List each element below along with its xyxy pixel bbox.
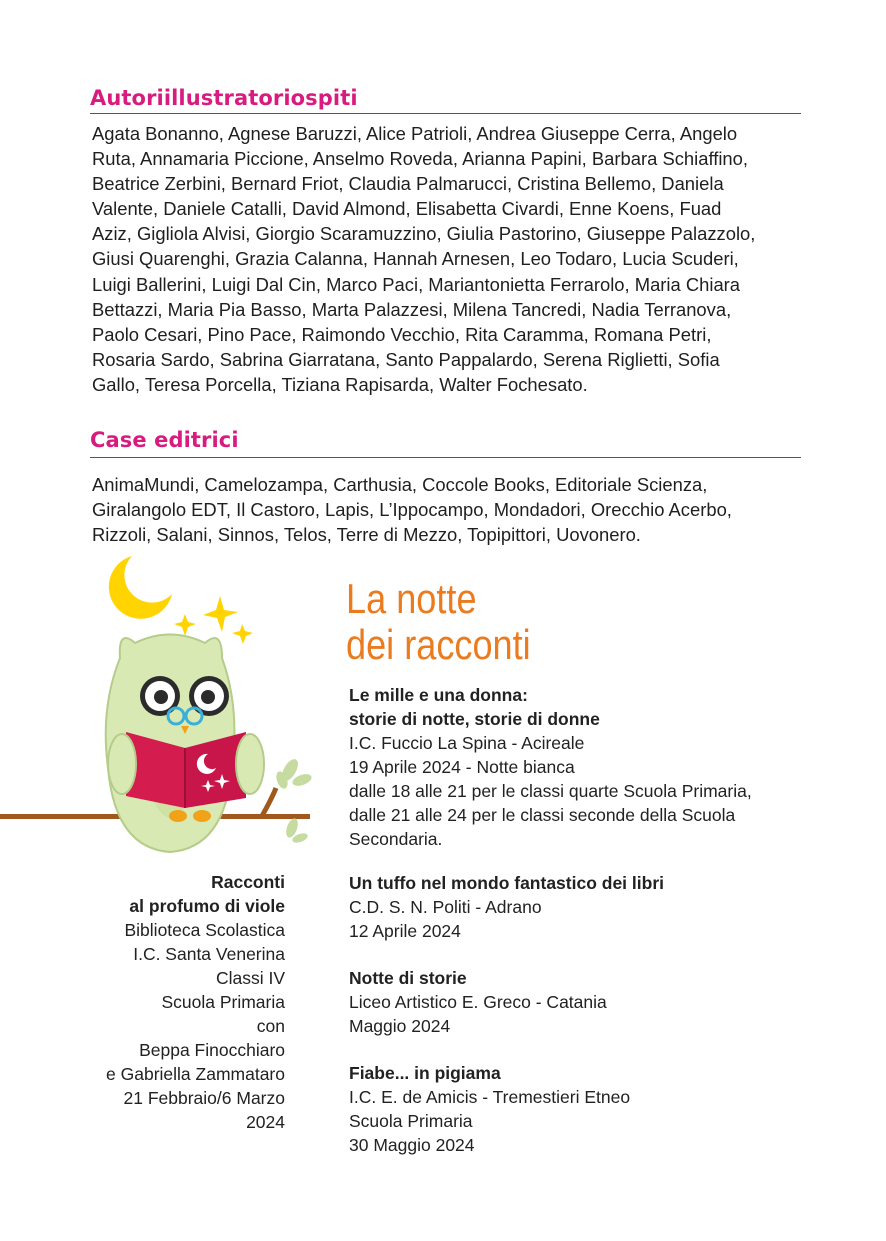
event-title: Notte di storie	[349, 968, 467, 988]
authors-line: Beatrice Zerbini, Bernard Friot, Claudia Palmarucci, Cristina Bellemo, Daniela	[92, 173, 724, 195]
event-detail: 19 Aprile 2024 - Notte bianca	[349, 757, 575, 777]
authors-line: Giusi Quarenghi, Grazia Calanna, Hannah Arnesen, Leo Todaro, Lucia Scuderi,	[92, 248, 739, 270]
event-detail: dalle 18 alle 21 per le classi quarte Scuola Primaria,	[349, 781, 752, 801]
event-item	[349, 966, 607, 1038]
authors-line: Bettazzi, Maria Pia Basso, Marta Palazzesi, Milena Tancredi, Nadia Terranova,	[92, 298, 732, 320]
page-title-line: La notte	[346, 575, 477, 622]
event-title: Un tuffo nel mondo fantastico dei libri	[349, 873, 664, 893]
event-detail: Scuola Primaria	[349, 1111, 473, 1131]
publishers-line: AnimaMundi, Camelozampa, Carthusia, Coccole Books, Editoriale Scienza,	[92, 474, 708, 495]
event-detail: Beppa Finocchiaro	[139, 1040, 285, 1060]
moon-icon	[109, 556, 172, 619]
publishers-line: Giralangolo EDT, Il Castoro, Lapis, L’Ippocampo, Mondadori, Orecchio Acerbo,	[92, 499, 732, 521]
event-detail: Classi IV	[215, 968, 285, 988]
event-detail: I.C. Santa Venerina	[133, 944, 285, 964]
page-title-line: dei racconti	[346, 621, 531, 668]
event-detail: con	[256, 1016, 285, 1036]
publishers-line: Rizzoli, Salani, Sinnos, Telos, Terre di Mezzo, Topipittori, Uovonero.	[92, 524, 641, 546]
authors-line: Aziz, Gigliola Alvisi, Giorgio Scaramuzzino, Giulia Pastorino, Giuseppe Palazzolo,	[92, 223, 756, 245]
event-detail: Liceo Artistico E. Greco - Catania	[349, 992, 607, 1012]
authors-section-title: Autoriillustratoriospiti	[90, 86, 358, 110]
event-item	[349, 871, 664, 943]
authors-line: Luigi Ballerini, Luigi Dal Cin, Marco Paci, Mariantonietta Ferrarolo, Maria Chiara	[92, 273, 741, 295]
authors-line: Valente, Daniele Catalli, David Almond, Elisabetta Civardi, Enne Koens, Fuad	[92, 198, 722, 220]
event-title: Fiabe... in pigiama	[349, 1063, 501, 1083]
event-detail: I.C. Fuccio La Spina - Acireale	[349, 733, 585, 753]
authors-line: Gallo, Teresa Porcella, Tiziana Rapisarda, Walter Fochesato.	[92, 373, 588, 395]
event-item	[349, 683, 752, 851]
event-title: al profumo di viole	[129, 896, 285, 916]
event-detail: 12 Aprile 2024	[349, 921, 461, 941]
authors-divider	[90, 113, 801, 114]
event-detail: Secondaria.	[349, 829, 443, 849]
event-detail: Biblioteca Scolastica	[124, 920, 285, 940]
authors-line: Paolo Cesari, Pino Pace, Raimondo Vecchio, Rita Caramma, Romana Petri,	[92, 323, 712, 345]
event-detail: C.D. S. N. Politi - Adrano	[349, 897, 542, 917]
event-title: Racconti	[211, 872, 285, 892]
authors-line: Agata Bonanno, Agnese Baruzzi, Alice Patrioli, Andrea Giuseppe Cerra, Angelo	[92, 123, 738, 144]
event-detail: dalle 21 alle 24 per le classi seconde della Scuola	[349, 805, 736, 825]
publishers-divider	[90, 457, 801, 458]
event-detail: e Gabriella Zammataro	[106, 1064, 285, 1084]
event-item	[349, 1061, 630, 1157]
event-title: storie di notte, storie di donne	[349, 709, 600, 729]
page-title	[346, 576, 531, 668]
left-event-item	[40, 870, 285, 1134]
owl-reading-book-illustration	[0, 548, 330, 863]
event-detail: 30 Maggio 2024	[349, 1135, 475, 1155]
event-detail: 21 Febbraio/6 Marzo	[123, 1088, 285, 1108]
event-detail: 2024	[246, 1112, 285, 1132]
authors-list	[92, 121, 803, 397]
authors-line: Rosaria Sardo, Sabrina Giarratana, Santo Pappalardo, Serena Riglietti, Sofia	[92, 348, 720, 370]
event-detail: Scuola Primaria	[161, 992, 285, 1012]
event-detail: Maggio 2024	[349, 1016, 451, 1036]
publishers-section-title: Case editrici	[90, 428, 239, 452]
event-detail: I.C. E. de Amicis - Tremestieri Etneo	[349, 1087, 631, 1107]
authors-line: Ruta, Annamaria Piccione, Anselmo Roveda, Arianna Papini, Barbara Schiaffino,	[92, 148, 748, 170]
event-title: Le mille e una donna:	[349, 685, 528, 705]
publishers-list	[92, 472, 803, 547]
